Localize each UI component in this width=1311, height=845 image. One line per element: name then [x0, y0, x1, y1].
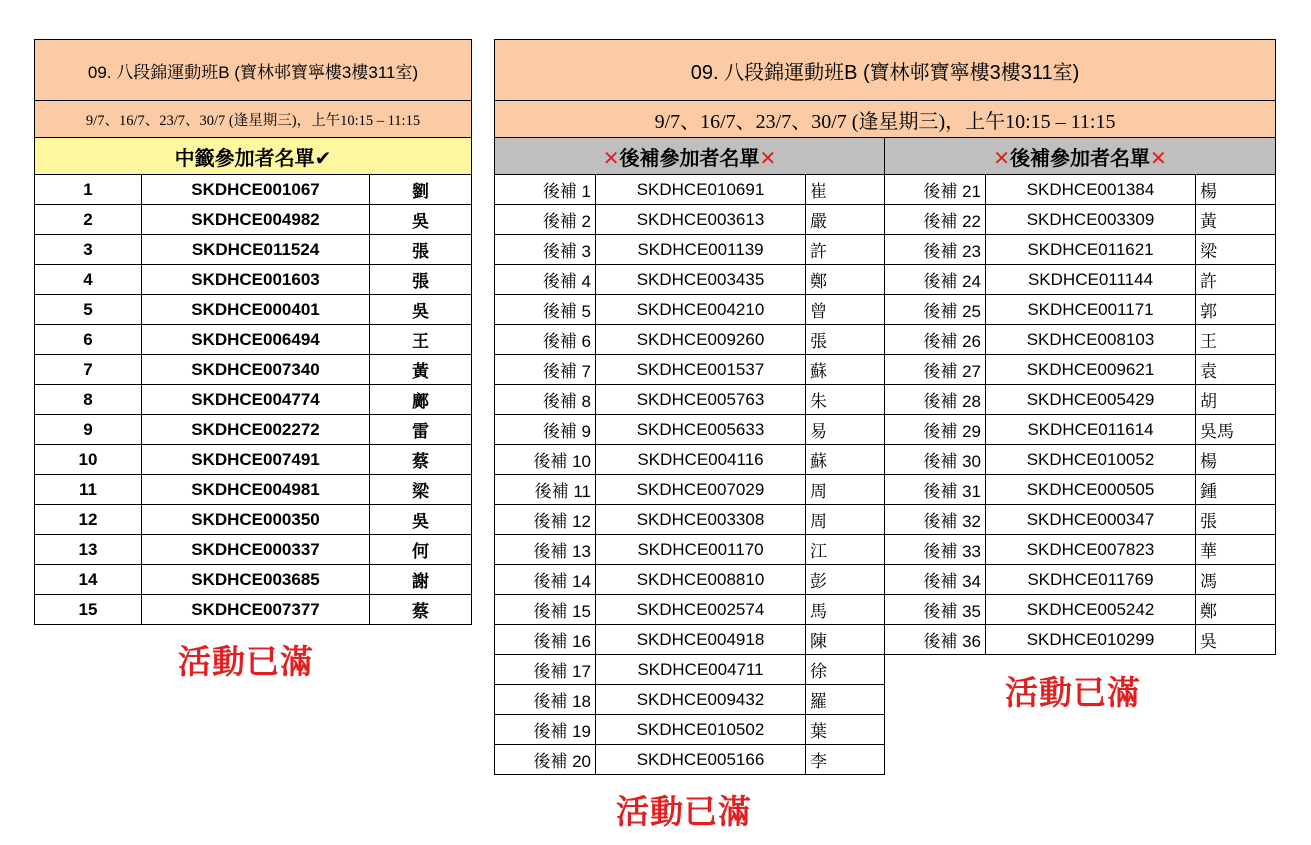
winners-list-title: 中籤參加者名單 [174, 147, 315, 170]
waitlist-full-label-2: 活動已滿 [1005, 673, 1141, 712]
member-surname: 崔 [806, 175, 885, 205]
member-surname: 鄭 [1196, 595, 1276, 625]
table-row [35, 565, 472, 595]
row-number: 11 [35, 475, 142, 505]
row-number: 9 [35, 415, 142, 445]
waitlist-number: 後補 36 [885, 625, 986, 655]
waitlist-title-2: 後補參加者名單 [1010, 147, 1151, 170]
right-class-title: 09. 八段錦運動班B (寶林邨寶寧樓3樓311室) [495, 40, 1276, 101]
member-id: SKDHCE000350 [142, 505, 370, 535]
table-row [495, 295, 1276, 325]
member-surname: 鄭 [806, 265, 885, 295]
waitlist-number: 後補 20 [495, 745, 596, 775]
row-number: 10 [35, 445, 142, 475]
row-number: 1 [35, 175, 142, 205]
member-id: SKDHCE001067 [142, 175, 370, 205]
table-row [495, 535, 1276, 565]
member-id: SKDHCE004918 [596, 625, 806, 655]
member-id: SKDHCE011621 [986, 235, 1196, 265]
member-id: SKDHCE004981 [142, 475, 370, 505]
cross-icon: ✕ [602, 147, 620, 170]
member-id: SKDHCE008103 [986, 325, 1196, 355]
table-row [35, 475, 472, 505]
member-surname: 何 [370, 535, 472, 565]
waitlist-number: 後補 17 [495, 655, 596, 685]
member-id: SKDHCE003685 [142, 565, 370, 595]
member-surname: 嚴 [806, 205, 885, 235]
member-id: SKDHCE011524 [142, 235, 370, 265]
table-row [495, 715, 1276, 745]
waitlist-number: 後補 4 [495, 265, 596, 295]
table-row [495, 655, 1276, 685]
right-schedule: 9/7、16/7、23/7、30/7 (逢星期三)，上午10:15 – 11:15 [495, 101, 1276, 138]
waitlist-number: 後補 16 [495, 625, 596, 655]
member-id: SKDHCE001170 [596, 535, 806, 565]
winners-list-header [35, 138, 472, 175]
member-surname: 鍾 [1196, 475, 1276, 505]
member-surname: 馬 [806, 595, 885, 625]
waitlist-number: 後補 25 [885, 295, 986, 325]
member-surname: 李 [806, 745, 885, 775]
member-surname: 許 [1196, 265, 1276, 295]
member-surname: 楊 [1196, 175, 1276, 205]
left-list-header-row [35, 138, 472, 175]
waitlist-number: 後補 5 [495, 295, 596, 325]
table-row [495, 325, 1276, 355]
waitlist-number: 後補 33 [885, 535, 986, 565]
waitlist-number: 後補 34 [885, 565, 986, 595]
table-row [495, 505, 1276, 535]
member-id: SKDHCE011769 [986, 565, 1196, 595]
member-surname: 周 [806, 475, 885, 505]
waitlist-number: 後補 23 [885, 235, 986, 265]
waitlist-number: 後補 13 [495, 535, 596, 565]
waitlist-number: 後補 26 [885, 325, 986, 355]
row-number: 5 [35, 295, 142, 325]
member-id: SKDHCE003308 [596, 505, 806, 535]
row-number: 2 [35, 205, 142, 235]
table-row [495, 235, 1276, 265]
member-id: SKDHCE010691 [596, 175, 806, 205]
waitlist-number: 後補 18 [495, 685, 596, 715]
member-id: SKDHCE010052 [986, 445, 1196, 475]
cross-icon: ✕ [1150, 147, 1167, 170]
member-id: SKDHCE005633 [596, 415, 806, 445]
waitlist-number: 後補 3 [495, 235, 596, 265]
member-surname: 羅 [806, 685, 885, 715]
member-id: SKDHCE005166 [596, 745, 806, 775]
member-surname: 鄺 [370, 385, 472, 415]
table-row [495, 205, 1276, 235]
waitlist-number: 後補 2 [495, 205, 596, 235]
member-surname: 江 [806, 535, 885, 565]
empty-cell [1196, 685, 1276, 715]
row-number: 12 [35, 505, 142, 535]
member-surname: 張 [370, 235, 472, 265]
left-schedule-row [35, 101, 472, 138]
member-id: SKDHCE003309 [986, 205, 1196, 235]
waitlist-number: 後補 35 [885, 595, 986, 625]
member-id: SKDHCE006494 [142, 325, 370, 355]
member-surname: 黃 [1196, 205, 1276, 235]
member-id: SKDHCE000347 [986, 505, 1196, 535]
member-id: SKDHCE004774 [142, 385, 370, 415]
empty-cell [1196, 715, 1276, 745]
waitlist-number: 後補 8 [495, 385, 596, 415]
table-row [495, 685, 1276, 715]
member-id: SKDHCE004711 [596, 655, 806, 685]
table-row [35, 385, 472, 415]
table-row [35, 355, 472, 385]
member-surname: 吳 [370, 205, 472, 235]
table-row [495, 745, 1276, 775]
member-surname: 葉 [806, 715, 885, 745]
member-id: SKDHCE007491 [142, 445, 370, 475]
waitlist-number: 後補 14 [495, 565, 596, 595]
waitlist-number: 後補 22 [885, 205, 986, 235]
row-number: 15 [35, 595, 142, 625]
empty-cell [885, 715, 986, 745]
table-row [35, 505, 472, 535]
member-id: SKDHCE005242 [986, 595, 1196, 625]
member-surname: 張 [806, 325, 885, 355]
member-id: SKDHCE010299 [986, 625, 1196, 655]
member-id: SKDHCE000337 [142, 535, 370, 565]
row-number: 7 [35, 355, 142, 385]
waitlist-number: 後補 7 [495, 355, 596, 385]
table-row [35, 235, 472, 265]
table-row [35, 265, 472, 295]
member-id: SKDHCE001139 [596, 235, 806, 265]
empty-cell [885, 685, 986, 715]
row-number: 3 [35, 235, 142, 265]
row-number: 6 [35, 325, 142, 355]
waitlist-number: 後補 11 [495, 475, 596, 505]
member-id: SKDHCE003613 [596, 205, 806, 235]
check-icon: ✔ [314, 147, 332, 170]
member-id: SKDHCE011614 [986, 415, 1196, 445]
member-surname: 郭 [1196, 295, 1276, 325]
member-surname: 胡 [1196, 385, 1276, 415]
waitlist-header-2 [885, 138, 1276, 175]
member-id: SKDHCE005763 [596, 385, 806, 415]
empty-cell [885, 745, 986, 775]
waitlist-number: 後補 29 [885, 415, 986, 445]
table-row [495, 625, 1276, 655]
member-surname: 吳馬 [1196, 415, 1276, 445]
member-surname: 馮 [1196, 565, 1276, 595]
cross-icon: ✕ [759, 147, 777, 170]
right-title-row [495, 40, 1276, 101]
table-row [495, 385, 1276, 415]
member-surname: 王 [1196, 325, 1276, 355]
member-surname: 彭 [806, 565, 885, 595]
member-surname: 蔡 [370, 595, 472, 625]
member-surname: 謝 [370, 565, 472, 595]
member-surname: 朱 [806, 385, 885, 415]
table-row [35, 595, 472, 625]
table-row [35, 415, 472, 445]
member-surname: 梁 [1196, 235, 1276, 265]
left-class-title: 09. 八段錦運動班B (寶林邨寶寧樓3樓311室) [35, 40, 472, 101]
member-id: SKDHCE011144 [986, 265, 1196, 295]
empty-cell [1196, 745, 1276, 775]
table-row [495, 175, 1276, 205]
left-full-label: 活動已滿 [178, 642, 314, 681]
waitlist-number: 後補 21 [885, 175, 986, 205]
member-id: SKDHCE002574 [596, 595, 806, 625]
left-schedule: 9/7、16/7、23/7、30/7 (逢星期三)，上午10:15 – 11:15 [35, 101, 472, 138]
member-surname: 袁 [1196, 355, 1276, 385]
member-surname: 易 [806, 415, 885, 445]
empty-cell [986, 745, 1196, 775]
member-surname: 張 [370, 265, 472, 295]
member-id: SKDHCE004982 [142, 205, 370, 235]
member-id: SKDHCE005429 [986, 385, 1196, 415]
waitlist-number: 後補 9 [495, 415, 596, 445]
member-surname: 許 [806, 235, 885, 265]
member-surname: 雷 [370, 415, 472, 445]
member-id: SKDHCE007340 [142, 355, 370, 385]
empty-cell [885, 655, 986, 685]
empty-cell [986, 715, 1196, 745]
table-row [495, 475, 1276, 505]
table-row [35, 445, 472, 475]
waitlist-number: 後補 12 [495, 505, 596, 535]
waitlist-full-label-1: 活動已滿 [616, 792, 752, 831]
winners-rows [35, 175, 472, 625]
member-id: SKDHCE009260 [596, 325, 806, 355]
member-id: SKDHCE007823 [986, 535, 1196, 565]
member-id: SKDHCE000401 [142, 295, 370, 325]
member-surname: 曾 [806, 295, 885, 325]
table-row [495, 595, 1276, 625]
member-surname: 吳 [370, 505, 472, 535]
waitlist-number: 後補 19 [495, 715, 596, 745]
member-surname: 梁 [370, 475, 472, 505]
member-surname: 張 [1196, 505, 1276, 535]
waitlist-number: 後補 1 [495, 175, 596, 205]
member-id: SKDHCE007029 [596, 475, 806, 505]
member-surname: 吳 [1196, 625, 1276, 655]
member-id: SKDHCE008810 [596, 565, 806, 595]
waitlist-number: 後補 32 [885, 505, 986, 535]
member-id: SKDHCE004210 [596, 295, 806, 325]
member-id: SKDHCE007377 [142, 595, 370, 625]
table-row [495, 355, 1276, 385]
member-id: SKDHCE001603 [142, 265, 370, 295]
waitlist-number: 後補 27 [885, 355, 986, 385]
member-id: SKDHCE000505 [986, 475, 1196, 505]
row-number: 14 [35, 565, 142, 595]
waitlist-number: 後補 15 [495, 595, 596, 625]
member-surname: 王 [370, 325, 472, 355]
member-surname: 蘇 [806, 445, 885, 475]
right-schedule-row [495, 101, 1276, 138]
table-row [495, 565, 1276, 595]
member-id: SKDHCE001537 [596, 355, 806, 385]
waitlist-rows [495, 175, 1276, 775]
member-surname: 黃 [370, 355, 472, 385]
member-surname: 周 [806, 505, 885, 535]
waitlist-number: 後補 31 [885, 475, 986, 505]
winners-table [34, 39, 472, 625]
waitlist-header-1 [495, 138, 885, 175]
table-row [495, 415, 1276, 445]
member-surname: 華 [1196, 535, 1276, 565]
waitlist-title-1: 後補參加者名單 [619, 147, 760, 170]
waitlist-table [494, 39, 1276, 775]
waitlist-number: 後補 28 [885, 385, 986, 415]
table-row [35, 325, 472, 355]
right-list-header-row [495, 138, 1276, 175]
cross-icon: ✕ [993, 147, 1011, 170]
member-id: SKDHCE001171 [986, 295, 1196, 325]
member-id: SKDHCE002272 [142, 415, 370, 445]
member-surname: 蔡 [370, 445, 472, 475]
waitlist-number: 後補 6 [495, 325, 596, 355]
member-id: SKDHCE003435 [596, 265, 806, 295]
table-row [495, 265, 1276, 295]
left-title-row [35, 40, 472, 101]
member-id: SKDHCE004116 [596, 445, 806, 475]
member-id: SKDHCE010502 [596, 715, 806, 745]
row-number: 13 [35, 535, 142, 565]
member-surname: 蘇 [806, 355, 885, 385]
table-row [35, 535, 472, 565]
member-id: SKDHCE009432 [596, 685, 806, 715]
member-id: SKDHCE001384 [986, 175, 1196, 205]
member-surname: 徐 [806, 655, 885, 685]
row-number: 4 [35, 265, 142, 295]
member-surname: 吳 [370, 295, 472, 325]
member-surname: 楊 [1196, 445, 1276, 475]
member-surname: 陳 [806, 625, 885, 655]
table-row [35, 205, 472, 235]
member-surname: 劉 [370, 175, 472, 205]
waitlist-number: 後補 30 [885, 445, 986, 475]
waitlist-number: 後補 24 [885, 265, 986, 295]
empty-cell [1196, 655, 1276, 685]
table-row [35, 295, 472, 325]
table-row [495, 445, 1276, 475]
member-id: SKDHCE009621 [986, 355, 1196, 385]
table-row [35, 175, 472, 205]
waitlist-number: 後補 10 [495, 445, 596, 475]
row-number: 8 [35, 385, 142, 415]
